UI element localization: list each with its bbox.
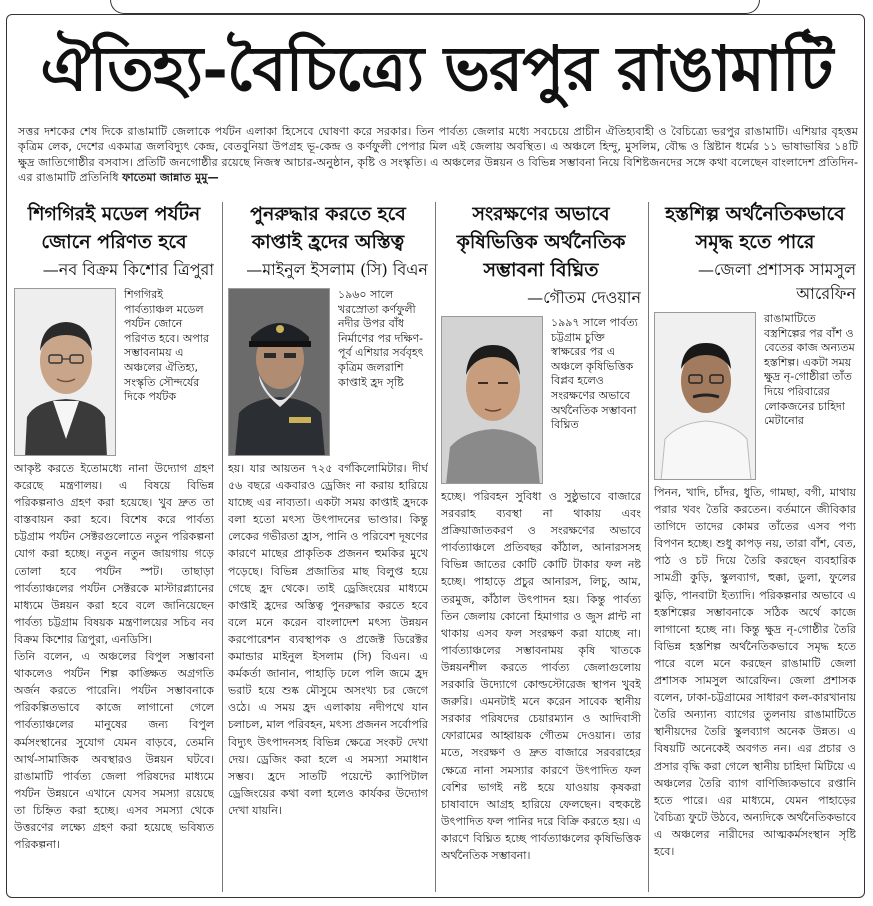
- column-title: শিগগিরই মডেল পর্যটন জোনে পরিণত হবে: [27, 203, 201, 253]
- body-paragraph: তিনি বলেন, এ অঞ্চলের বিপুল সম্ভাবনা থাকলেও পর্যটন শিল্প কাঙ্ক্ষিত অগ্রগতি অর্জন করতে পারেনি। পর্যটন সম্ভাবনাকে পরিকল্পিতভাবে কাজে লাগানো গেলে পার্বত্যাঞ্চলের মানুষের জন্য বিপুল কর্মসংস্থানের সুযোগ যেমন বাড়বে, তেমনি আর্থ-সামাজিক অবস্থারও উন্নয়ন ঘটবে। রাঙামাটি পার্বত্য জেলা পরিষদের মাধ্যমে পর্যটন উন্নয়নে এখানে যেসব সমস্যা রয়েছে তা চিহ্নিত করা হচ্ছে। এসব সমস্যা থেকে উত্তরণের লক্ষ্যে গ্রহণ করা হয়েছে ভবিষ্যত পরিকল্পনা।: [14, 650, 214, 852]
- reporter-name: ফাতেমা জান্নাত মুমু—: [122, 171, 219, 185]
- lead-text: রাঙামাটিতে বস্ত্রশিল্পের পর বাঁশ ও বেতের কাজ অন্যতম হস্তশিল্প। একটা সময় ক্ষুদ্র নৃ-গোষ্ঠীরা তাঁত দিয়ে পরিবারের লোকজনের চাহিদা মেটানোর: [764, 312, 855, 428]
- interview-column-4: [654, 200, 856, 890]
- body-paragraph: পিনন, খাদি, চাঁদর, ধুতি, গামছা, বগী, মাথায় পরার খবং তৈরি করতেন। বর্তমানে জীবিকার তাগিদে তাদের কোমর তাঁতের এসব পণ্য বিপণন হচ্ছে। শুধু কাপড় নয়, তারা বাঁশ, বেত, পাঠ ও চট দিয়ে তৈরি করছেন ব্যবহারিক সামগ্রী কুড়ি, স্কুলব্যাগ, হুক্কা, ডুলা, ফুলের ঝুড়ি, পানবাটা ইত্যাদি। পরিকল্পনার অভাবে এ হস্তশিল্পের সম্ভাবনাকে সঠিক অর্থে কাজে লাগানো হচ্ছে না। কিন্তু ক্ষুদ্র নৃ-গোষ্ঠীর তৈরি বিভিন্ন হস্তশিল্প অর্থনৈতিকভাবে সমৃদ্ধ হতে পারে বলে মনে করছেন রাঙামাটি জেলা প্রশাসক সামসুল আরেফিন। জেলা প্রশাসক বলেন, ঢাকা-চট্টগ্রামের সাধারণ কল-কারখানায় তৈরি অন্যান্য ব্যাগের তুলনায় রাঙামাটিতে স্থানীয়দের তৈরি স্কুলব্যাগ অনেক উন্নত। এ বিষয়টি অনেকেই অবগত নন। এর প্রচার ও প্রসার বৃদ্ধি করা গেলে স্থানীয় চাহিদা মিটিয়ে এ অঞ্চলের তৈরি ব্যাগ বাণিজ্যিকভাবে রপ্তানি হতে পারে। এর মাধ্যমে, যেমন পাহাড়ের বৈচিত্র্য ফুটে উঠবে, অন্যদিকে অর্থনৈতিকভাবে এ অঞ্চলের নারীদের আত্মকর্মসংস্থান সৃষ্টি হবে।: [654, 486, 856, 858]
- column-body: [14, 460, 214, 853]
- column-title: সংরক্ষণের অভাবে কৃষিভিত্তিক অর্থনৈতিক সম্ভাবনা বিঘ্নিত: [456, 203, 626, 281]
- column-byline: —জেলা প্রশাসক সামসুল আরেফিন: [698, 260, 856, 303]
- body-paragraph: আকৃষ্ট করতে ইতোমধ্যে নানা উদ্যোগ গ্রহণ করেছে মন্ত্রণালয়। এ বিষয়ে বিভিন্ন পরিকল্পনাও গ্রহণ করা হয়েছে। খুব দ্রুত তা বাস্তবায়ন করা হবে। বিশেষ করে পার্বত্য চট্টগ্রাম পর্যটন সেক্টরগুলোতে নতুন পরিকল্পনা যোগ করা হচ্ছে। নতুন নতুন জায়গায় গড়ে তোলা হবে পর্যটন স্পট। তাছাড়া পার্বত্যাঞ্চলের পর্যটন সেক্টরকে মাস্টারপ্ল্যানের মাধ্যমে উন্নয়ন করা হবে বলে জানিয়েছেন পার্বত্য চট্টগ্রাম বিষয়ক মন্ত্রণালয়ের সচিব নব বিক্রম কিশোর ত্রিপুরা, এনডিসি।: [14, 462, 214, 646]
- column-divider: [222, 202, 223, 892]
- lead-text: ১৯৬০ সালে খরস্রোতা কর্ণফুলী নদীর উপর বাঁধ নির্মাণের পর দক্ষিণ-পূর্ব এশিয়ার সর্ববৃহৎ কৃত্রিম জলরাশি কাপ্তাই হ্রদ সৃষ্টি: [338, 288, 424, 389]
- column-body: [654, 484, 856, 860]
- body-paragraph: হয়। যার আয়তন ৭২৫ বর্গকিলোমিটার। দীর্ঘ ৫৬ বছরে একবারও ড্রেজিং না করায় হারিয়ে যাচ্ছে এর নাব্যতা। একটা সময় কাপ্তাই হ্রদকে বলা হতো মৎস্য উৎপাদনের ভাণ্ডার। কিন্তু লেকের গভীরতা হ্রাস, পানি ও পরিবেশ দূষণের কারণে মাছের প্রাকৃতিক প্রজনন হুমকির মুখে পড়েছে। বিভিন্ন প্রজাতির মাছ বিলুপ্ত হয়ে গেছে হ্রদ থেকে। তাই ড্রেজিংয়ের মাধ্যমে কাপ্তাই হ্রদের অস্তিত্ব পুনরুদ্ধার করতে হবে বলে মনে করেন বাংলাদেশ মৎস্য উন্নয়ন করপোরেশন ব্যবস্থাপক ও প্রজেক্ট ডিরেক্টর কমান্ডার মাইনুল ইসলাম (সি) বিএন। এ কর্মকর্তা জানান, পাহাড়ি ঢলে পলি জমে হ্রদ ভরাট হয়ে শুষ্ক মৌসুমে অসংখ্য চর জেগে ওঠে। এ সময় হ্রদ এলাকায় নদীপথে যান চলাচল, মাল পরিবহন, মৎস্য প্রজনন সর্বোপরি বিদ্যুৎ উৎপাদনসহ বিভিন্ন ক্ষেত্রে সংকট দেখা দেয়। ড্রেজিং করা হলে এ সমস্যা সমাধান সম্ভব। হ্রদে সাতটি পয়েন্টে ক্যাপিটাল ড্রেজিংয়ের কথা বলা হলেও কার্যকর উদ্যোগ দেখা যায়নি।: [228, 462, 428, 817]
- lead-text: ১৯৯৭ সালে পার্বত্য চট্টগ্রাম চুক্তি স্বাক্ষরের পর এ অঞ্চলে কৃষিভিত্তিক বিপ্লব হলেও সংরক্ষণের অভাবে অর্থনৈতিক সম্ভাবনা বিঘ্নিত: [551, 316, 638, 432]
- lead-text: শিগগিরই পার্বত্যাঞ্চল মডেল পর্যটন জোনে পরিণত হবে। অপার সম্ভাবনাময় এ অঞ্চলের ঐতিহ্য, সংস্কৃতি সৌন্দর্যের দিকে পর্যটক: [124, 288, 210, 404]
- person-photo-icon: [441, 316, 543, 484]
- page-top-notch: [110, 0, 760, 14]
- column-title: পুনরুদ্ধার করতে হবে কাপ্তাই হ্রদের অস্তিত্ব: [250, 203, 406, 253]
- interview-column-3: [441, 200, 641, 890]
- column-title: হস্তশিল্প অর্থনৈতিকভাবে সমৃদ্ধ হতে পারে: [665, 203, 845, 253]
- column-byline: —মাইনুল ইসলাম (সি) বিএন: [246, 260, 428, 279]
- headline: ঐতিহ্য-বৈচিত্র্যে ভরপুর রাঙামাটি: [40, 32, 833, 105]
- column-byline: —নব বিক্রম কিশোর ত্রিপুরা: [42, 260, 214, 279]
- intro-text: সত্তর দশকের শেষ দিকে রাঙামাটি জেলাকে পর্যটন এলাকা হিসেবে ঘোষণা করে সরকার। তিন পার্বত্য জেলার মধ্যে সবচেয়ে প্রাচীন ঐতিহ্যবাহী ও বৈচিত্র্যে ভরপুর রাঙামাটি। এশিয়ার বৃহত্তম কৃত্রিম লেক, দেশের একমাত্র জলবিদ্যুৎ কেন্দ্র, বেতবুনিয়া উপগ্রহ ভূ-কেন্দ্র ও কর্ণফুলী পেপার মিল এই জেলায় অবস্থিত। এ অঞ্চলে হিন্দু, মুসলিম, বৌদ্ধ ও খ্রিষ্টান ধর্মের ১১ ভাষাভাষির ১৪টি ক্ষুদ্র জাতিগোষ্ঠীর বসবাস। প্রতিটি জনগোষ্ঠীর রয়েছে নিজস্ব আচার-অনুষ্ঠান, কৃষ্টি ও সংস্কৃতি। এ অঞ্চলের উন্নয়ন ও বিভিন্ন সম্ভাবনা নিয়ে বিশিষ্টজনদের সঙ্গে কথা বলেছেন বাংলাদেশ প্রতিদিন-এর রাঙামাটি প্রতিনিধি: [18, 125, 858, 185]
- person-photo-icon: [654, 312, 756, 480]
- person-photo-icon: [14, 288, 116, 456]
- column-body: [228, 460, 428, 819]
- interview-column-2: [228, 200, 428, 890]
- column-body: [441, 488, 641, 864]
- intro-paragraph: [18, 124, 858, 186]
- column-divider: [435, 202, 436, 892]
- column-divider: [648, 202, 649, 892]
- body-paragraph: হচ্ছে। পরিবহন সুবিধা ও সুষ্ঠুভাবে বাজারে সরবরাহ ব্যবস্থা না থাকায় এবং প্রক্রিয়াজাতকরণ ও সংরক্ষণের অভাবে পার্বত্যাঞ্চলে প্রতিবছর কাঁঠাল, আনারসসহ বিভিন্ন জাতের কোটি কোটি টাকার ফল নষ্ট হচ্ছে। পাহাড়ে প্রচুর আনারস, লিচু, আম, তরমুজ, কাঁঠাল উৎপাদন হয়। কিন্তু পার্বত্য তিন জেলায় কোনো হিমাগার ও জুস প্লান্ট না থাকায় এসব ফল সংরক্ষণ করা যাচ্ছে না। পার্বত্যাঞ্চলের সম্ভাবনাময় কৃষি খাতকে উন্নয়নশীল করতে পার্বত্য জেলাগুলোয় সরকারি উদ্যোগে কোল্ডস্টোরেজ স্থাপন খুবই জরুরি। এমনটাই মনে করেন সাবেক স্থানীয় সরকার পরিষদের চেয়ারম্যান ও আদিবাসী ফোরামের আহ্বায়ক গৌতম দেওয়ান। তার মতে, সংরক্ষণ ও দ্রুত বাজারে সরবরাহের ক্ষেত্রে নানা সমস্যার কারণে উৎপাদিত ফল বেশির ভাগই নষ্ট হয়ে যাওয়ায় কৃষকরা চাষাবাদে আগ্রহ হারিয়ে ফেলছেন। বহুকষ্টে উৎপাদিত ফল পানির দরে বিক্রি করতে হয়। এ কারণে বিঘ্নিত হচ্ছে পার্বত্যাঞ্চলের কৃষিভিত্তিক অর্থনৈতিক সম্ভাবনা।: [441, 490, 641, 862]
- column-byline: —গৌতম দেওয়ান: [527, 288, 641, 307]
- person-photo-icon: [228, 288, 330, 456]
- interview-column-1: [14, 200, 214, 890]
